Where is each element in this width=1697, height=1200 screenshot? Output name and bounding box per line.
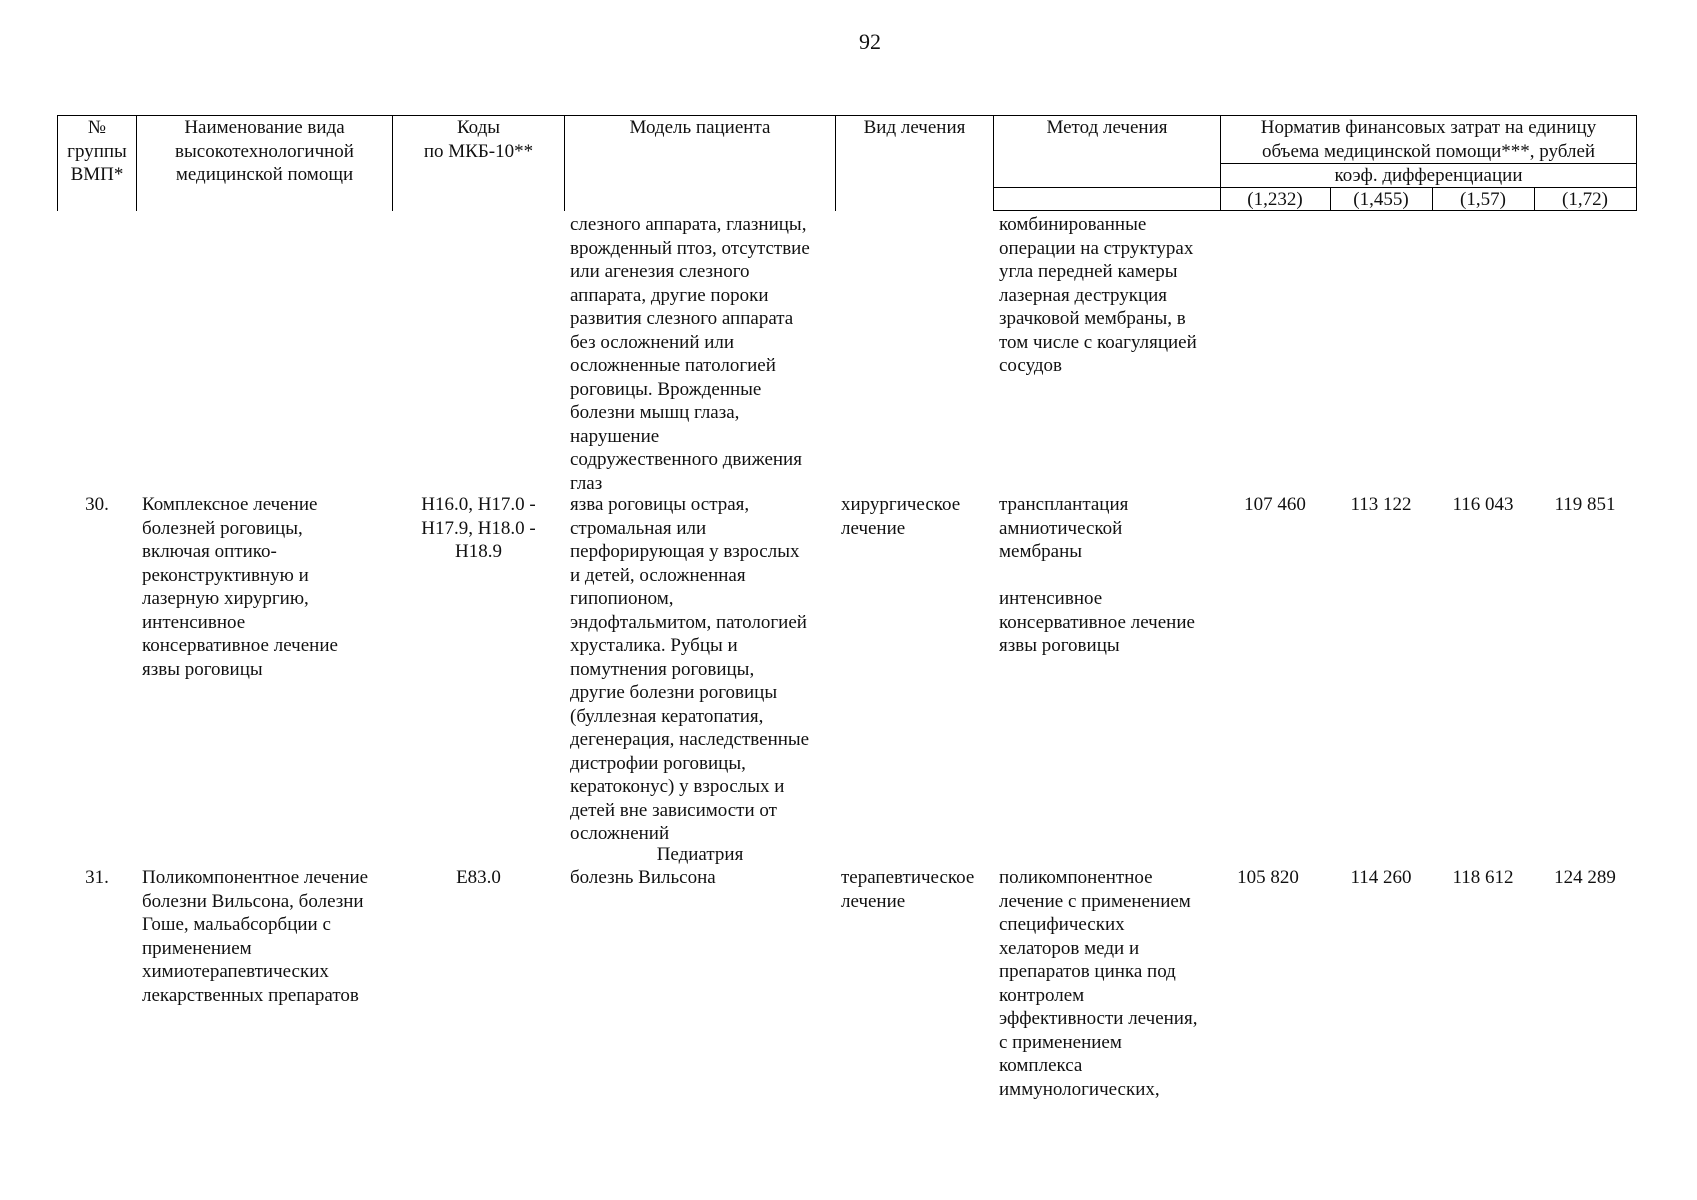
row-icd-codes: E83.0 [456, 867, 501, 888]
row-norm-172: 124 289 [1554, 867, 1616, 888]
header-coefficient: коэф. дифференциации [1334, 165, 1523, 186]
row-group-no: 30. [85, 494, 109, 515]
header-care-name: Наименование вида высокотехнологичной медицинской помощи [175, 117, 354, 185]
section-title: Педиатрия [656, 844, 744, 865]
row-norm-1232: 107 460 [1244, 494, 1306, 515]
row-treatment-method: поликомпонентное лечение с применением специфических хелаторов меди и препаратов цинка под контролем эффективности лечения, с применением комплекса иммунологических, [999, 867, 1198, 1100]
header-icd-codes: Коды по МКБ-10** [423, 117, 534, 162]
header-coef-4: (1,72) [1562, 189, 1608, 210]
row-treatment-method: трансплантация амниотической мембраны интенсивное консервативное лечение язвы роговицы [999, 494, 1195, 656]
header-group-no: № группы ВМП* [67, 117, 127, 185]
row-norm-1455: 114 260 [1350, 867, 1412, 888]
row-icd-codes: H16.0, H17.0 - H17.9, H18.0 - H18.9 [421, 494, 536, 562]
continuation-treatment-method: комбинированные операции на структурах угла передней камеры лазерная деструкция зрачковой мембраны, в том числе с коагуляцией сосудов [999, 214, 1197, 376]
continuation-patient-model: слезного аппарата, глазницы, врожденный птоз, отсутствие или агенезия слезного аппарата, другие пороки развития слезного аппарата без осложнений или осложненные патологией роговицы. Врожденные болезни мышц глаза, нарушение содружественного движения глаз [570, 214, 810, 494]
header-financial-norm: Норматив финансовых затрат на единицу объема медицинской помощи***, рублей [1260, 117, 1597, 162]
row-norm-157: 116 043 [1452, 494, 1514, 515]
row-norm-157: 118 612 [1452, 867, 1514, 888]
row-patient-model: болезнь Вильсона [570, 867, 716, 888]
row-care-name: Комплексное лечение болезней роговицы, включая оптико- реконструктивную и лазерную хирургию, интенсивное консервативное лечение язвы роговицы [142, 494, 338, 680]
row-patient-model: язва роговицы острая, стромальная или перфорирующая у взрослых и детей, осложненная гипопионом, эндофтальмитом, патологией хрусталика. Рубцы и помутнения роговицы, другие болезни роговицы (буллезная кератопатия, дегенерация, наследственные дистрофии роговицы, кератоконус) у взрослых и детей вне зависимости от осложнений [570, 494, 810, 844]
page-number: 92 [859, 29, 881, 54]
row-norm-1232: 105 820 [1237, 867, 1299, 888]
row-treatment-type: терапевтическое лечение [841, 867, 975, 912]
header-coef-1: (1,232) [1247, 189, 1303, 210]
row-norm-172: 119 851 [1554, 494, 1616, 515]
row-treatment-type: хирургическое лечение [841, 494, 961, 539]
row-norm-1455: 113 122 [1350, 494, 1412, 515]
header-patient-model: Модель пациента [629, 117, 771, 138]
header-coef-2: (1,455) [1353, 189, 1409, 210]
header-coef-3: (1,57) [1460, 189, 1506, 210]
header-treatment-method: Метод лечения [1046, 117, 1168, 138]
row-care-name: Поликомпонентное лечение болезни Вильсона, болезни Гоше, мальабсорбции с применением химиотерапевтических лекарственных препаратов [142, 867, 369, 1006]
row-group-no: 31. [85, 867, 109, 888]
header-treatment-type: Вид лечения [863, 117, 966, 138]
